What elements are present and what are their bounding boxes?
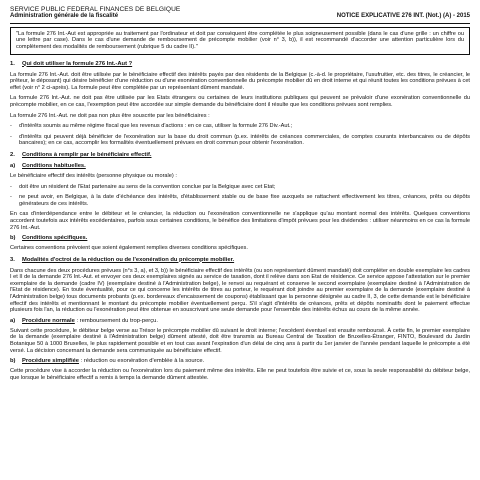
header-divider [10,23,470,24]
section-1-heading: 1. Qui doit utiliser la formule 276 Int.-Aut ? [10,60,133,67]
section-3-paragraph-1: Dans chacune des deux procédures prévues (n°s 3, a), et 3, b)) le bénéficiaire effectif des intérêts (ou son représentant dûment mandaté) doit compléter en double exemplaire les cadres I et II de la demande 276 Int.-Aut. et envoyer ces deux exemplaires signés au service de taxation, dont il relève dans son Etat de résidence. Ce service appose l'attestation sur le premier exemplaire de la demande (cadre IV) (exemplaire destiné à l'Administration belge), le renvoi au requérant et conserve le second exemplaire (exemplaire destiné à l'Administration de l'Etat de résidence). En toute éventualité, pour ce qui concerne les intérêts de titres au porteur, le requérant doit joindre au premier exemplaire de la demande (exemplaire destiné à l'Administration belge) tous documents probants (p.ex. bordereaux d'encaissement de coupons) établissant que la personne désignée au cadre II, 3, de cette demande est le bénéficiaire effectif des intérêts et mentionnant le montant du précompte mobilier éventuellement perçu. S'il s'agit d'intérêts de créances, prêts et dépôts nominatifs dont le paiement effectue plusieurs fois l'an, la réduction ou l'exonération peut être obtenue en souscrivant une seule demande pour l'ensemble des intérêts échus au cours de la même année. [10,267,470,314]
administration-name: Administration générale de la fiscalité [10,13,119,20]
section-1-paragraph-2: La formule 276 Int.-Aut. ne doit pas être utilisée par les Etats étrangers ou certaines de leurs institutions publiques qui peuvent se prévaloir d'une exonération conventionnelle du précompte mobilier, en ce cas, l'exemption peut être accordée sur simple demande du bénéficiaire dont il résulte que les conditions prévues sont remplies. [10,95,470,108]
list-item: - ne peut avoir, en Belgique, à la date d'échéance des intérêts, d'établissement stable ou de base fixe auxquels se rattachent effectivement les titres, créances, prêts ou dépôts générateurs de ces intérêts. [10,194,470,207]
section-2a-paragraph-1: Le bénéficiaire effectif des intérêts (personne physique ou morale) : [10,172,177,179]
organization-name: SERVICE PUBLIC FEDERAL FINANCES DE BELGIQUE [10,6,181,13]
section-3-heading: 3. Modalités d'octroi de la réduction ou de l'exonération du précompte mobilier. [10,256,235,263]
section-1-paragraph-1: La formule 276 Int.-Aut. doit être utilisée par le bénéficiaire effectif des intérêts payés par des résidents de la Belgique (c.-à-d. le propriétaire, l'usufruitier, etc. des titres, le créancier, le prêteur, le déposant) qui désire bénéficier d'une réduction ou d'une exonération conventionnelle du précompte mobilier dû en droit interne et qui réunit toutes les conditions prévues à cet effet (voir n° 2 ci-après). La formule peut être complétée par un représentant dûment mandaté. [10,71,470,91]
section-3a-paragraph-1: Suivant cette procédure, le débiteur belge verse au Trésor le précompte mobilier dû suivant le droit interne; l'excédent éventuel est ensuite remboursé. À cette fin, le premier exemplaire de la demande (exemplaire destiné à l'Administration belge) dûment attesté, doit être transmis au Bureau Central de Taxation de Bruxelles-Étranger, FINTO, Boulevard du Jardin Botanique 50 à 1000 Bruxelles, le plus rapidement possible et en tout cas avant l'expiration d'un délai de cinq ans à partir du 1er janvier de l'année pendant laquelle le précompte a été versé. La décision concernant la demande sera communiquée au bénéficiaire effectif. [10,327,470,354]
section-1-paragraph-3: La formule 276 Int.-Aut. ne doit pas non plus être souscrite par les bénéficiaires : [10,112,210,119]
section-2-heading: 2. Conditions à remplir par le bénéficiaire effectif. [10,151,152,158]
section-2b-heading: b) Conditions spécifiques. [10,235,88,242]
notice-title: NOTICE EXPLICATIVE 276 INT. (Not.) (A) - 2015 [336,13,470,20]
list-item: - doit être un résident de l'Etat partenaire au sens de la convention conclue par la Belgique avec cet Etat; [10,183,276,190]
section-3a-heading: a) Procédure normale : remboursement du trop-perçu. [10,317,158,324]
document-header [10,6,470,21]
section-2a-heading: a) Conditions habituelles. [10,162,86,169]
section-3b-paragraph-1: Cette procédure vise à accorder la réduction ou l'exonération lors du paiement même des intérêts. Elle ne peut toutefois être suivie et ce, sous la seule responsabilité du débiteur belge, que lorsque le bénéficiaire effectif a remis à temps la demande dûment attestée. [10,368,470,381]
list-item: - d'intérêts soumis au même régime fiscal que les revenus d'actions : en ce cas, utiliser la formule 276 Div.-Aut.; [10,123,293,130]
section-3b-heading: b) Procédure simplifiée : réduction ou exonération d'emblée à la source. [10,358,205,365]
intro-note-box: "La formule 276 Int.-Aut est appropriée au traitement par l'ordinateur et doit par conséquent être complétée le plus soigneusement possible (dans le cas d'une grille : un chiffre ou une lettre par case). Dans le cas d'une demande de remboursement de précompte mobilier (voir n° 3, b)), il est recommandé d'accorder une attention particulière lors du complètement des modalités de remboursement (rubrique 5 du cadre II)." [10,27,470,55]
section-2b-paragraph-1: Certaines conventions prévoient que soient également remplies diverses conditions spécifiques. [10,245,248,252]
list-item: - d'intérêts qui peuvent déjà bénéficier de l'exonération sur la base du droit commun (p.ex. intérêts de créances commerciales, de comptes courants interbancaires ou de dépôts bancaires); en ce cas, accomplir les formalités éventuellement prévues en droit commun pour obtenir l'exonération. [10,133,470,147]
header-left [10,6,180,21]
section-2a-paragraph-2: En cas d'interdépendance entre le débiteur et le créancier, la réduction ou l'exonération conventionnelle ne s'applique qu'au montant normal des intérêts. Quelques conventions accordent toutefois aux intérêts excédentaires, parfois sous certaines conditions, le bénéfice des limitations d'impôt prévues pour les dividendes : utiliser néanmoins en ce cas la formule 276 Int.-Aut. [10,211,470,231]
